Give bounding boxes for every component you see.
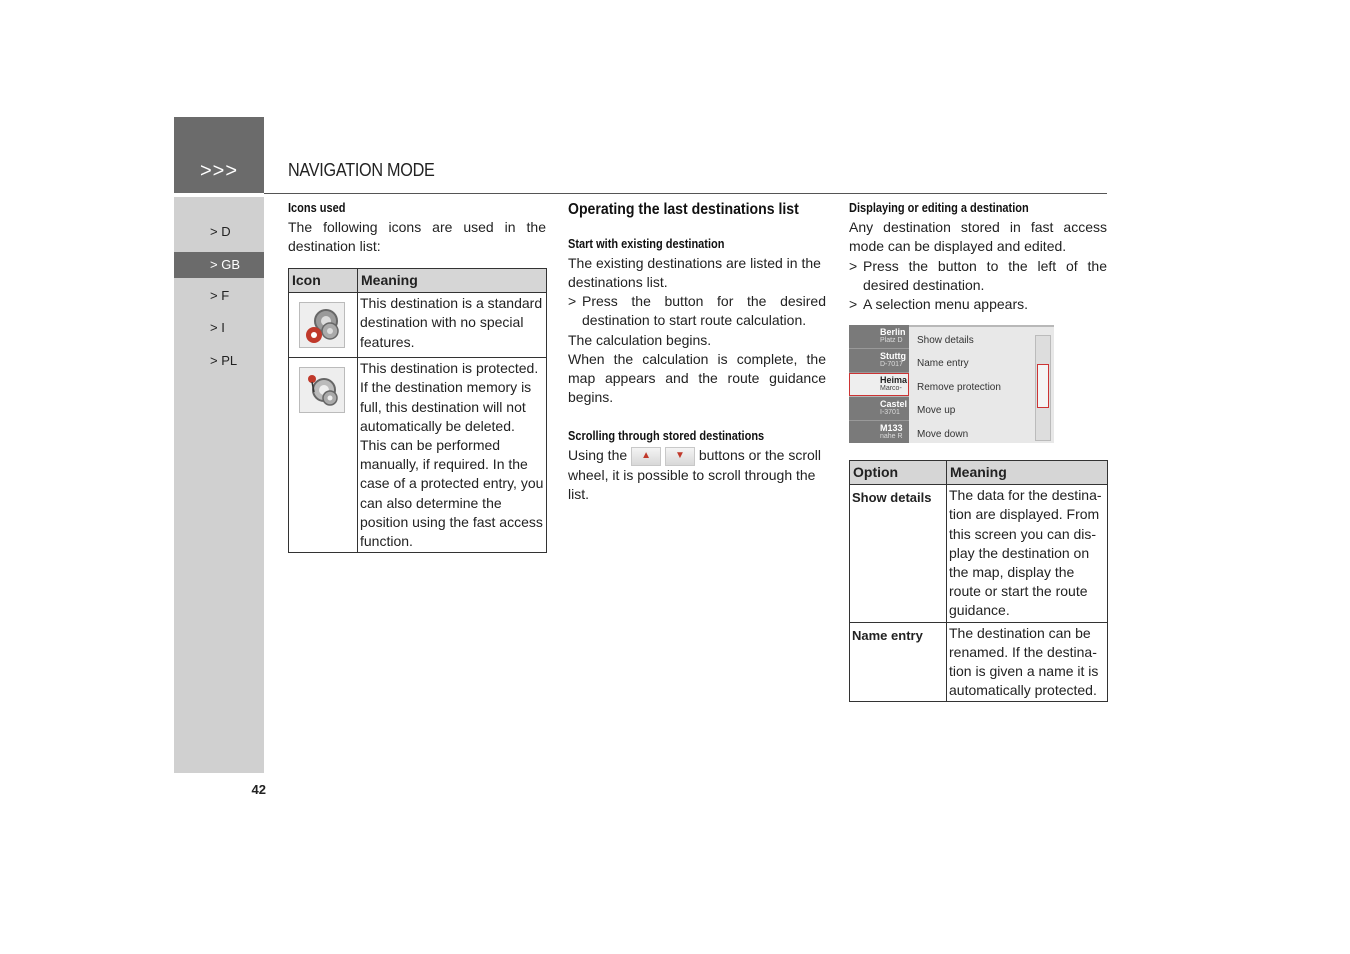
icons-table [288, 268, 547, 553]
screen-list-item: Stuttg D-7017 [849, 349, 909, 373]
table-row [850, 622, 1108, 702]
standard-destination-icon [299, 302, 345, 348]
scroll-thumb [1037, 364, 1049, 408]
option-show-details: Show details [850, 485, 947, 622]
table-row [850, 485, 1108, 622]
start-existing-para: The existing destinations are listed in the destinations list. [568, 255, 821, 291]
calculation-begins-text: The calculation begins. [568, 332, 712, 348]
header-arrows: >>> [199, 160, 239, 182]
page-title: NAVIGATION MODE [288, 160, 435, 180]
table-row [289, 358, 547, 553]
protected-destination-icon [299, 367, 345, 413]
screen-list-item: M133 nahe R [849, 421, 909, 443]
sidebar-item-i[interactable]: > I [210, 320, 225, 335]
option-show-details-meaning: The data for the destina-tion are displayed. From this screen you can dis-play the destination on the map, display the route or start the route guidance. [947, 485, 1108, 622]
scrolling-para: Using the ▲ ▼ buttons or the scroll wheel, it is possible to scroll through the list. [568, 447, 821, 502]
menu-item-move-down: Move down [917, 429, 969, 440]
displaying-editing-para: Any destination stored in fast access mode can be displayed and edited. [849, 219, 1107, 255]
standard-destination-meaning: This destination is a standard destination with no special features. [358, 293, 547, 358]
screen-list-item: Berlin Platz D [849, 325, 909, 349]
selection-menu [909, 327, 1054, 443]
icons-table-header-icon: Icon [289, 269, 358, 293]
sidebar-item-d[interactable]: > D [210, 224, 231, 239]
displaying-editing-heading: Displaying or editing a destination [849, 201, 1029, 215]
page-number: 42 [251, 782, 266, 797]
menu-item-show-details: Show details [917, 335, 974, 346]
scroll-up-button: ▲ [631, 447, 661, 466]
screen-list-item-selected: Heima Marco- [849, 373, 909, 396]
screen-list-item: Castel I-3701 [849, 397, 909, 421]
language-sidebar [174, 197, 264, 773]
table-row [289, 293, 547, 358]
icons-intro: The following icons are used in the destination list: [288, 219, 546, 255]
icons-used-heading: Icons used [288, 201, 346, 215]
start-existing-heading: Start with existing destination [568, 237, 725, 251]
header-divider [264, 193, 1107, 194]
sidebar-item-f[interactable]: > F [210, 288, 230, 303]
protected-destination-meaning: This destination is protected. If the destination memory is full, this destination will not automatically be deleted. This can be performed manually, if required. In the case of a protected entry, you can also determine the position using the fast access function. [358, 358, 547, 553]
icons-table-header-meaning: Meaning [358, 269, 547, 293]
scroll-down-button: ▼ [665, 447, 695, 466]
options-table-header-option: Option [850, 461, 947, 485]
start-existing-bullet: > Press the button for the desired destination to start route calculation. [568, 293, 826, 329]
menu-scrollbar [1035, 335, 1051, 441]
options-table [849, 460, 1108, 702]
section-title: Operating the last destinations list [568, 201, 799, 218]
menu-appears-bullet: > A selection menu appears. [849, 296, 1028, 312]
scrolling-heading: Scrolling through stored destinations [568, 429, 765, 443]
menu-item-move-up: Move up [917, 405, 956, 416]
menu-item-remove-protection: Remove protection [917, 382, 1001, 393]
device-screenshot [849, 325, 1054, 443]
options-table-header-meaning: Meaning [947, 461, 1108, 485]
option-name-entry: Name entry [850, 622, 947, 702]
calculation-complete-text: When the calculation is complete, the map appears and the route guidance begins. [568, 351, 826, 406]
option-name-entry-meaning: The destination can be renamed. If the destina-tion is given a name it is automatically protected. [947, 622, 1108, 702]
sidebar-item-gb[interactable]: > GB [174, 252, 264, 278]
press-button-bullet: > Press the button to the left of the desired destination. [849, 258, 1107, 294]
sidebar-item-pl[interactable]: > PL [210, 353, 238, 368]
menu-item-name-entry: Name entry [917, 358, 969, 369]
